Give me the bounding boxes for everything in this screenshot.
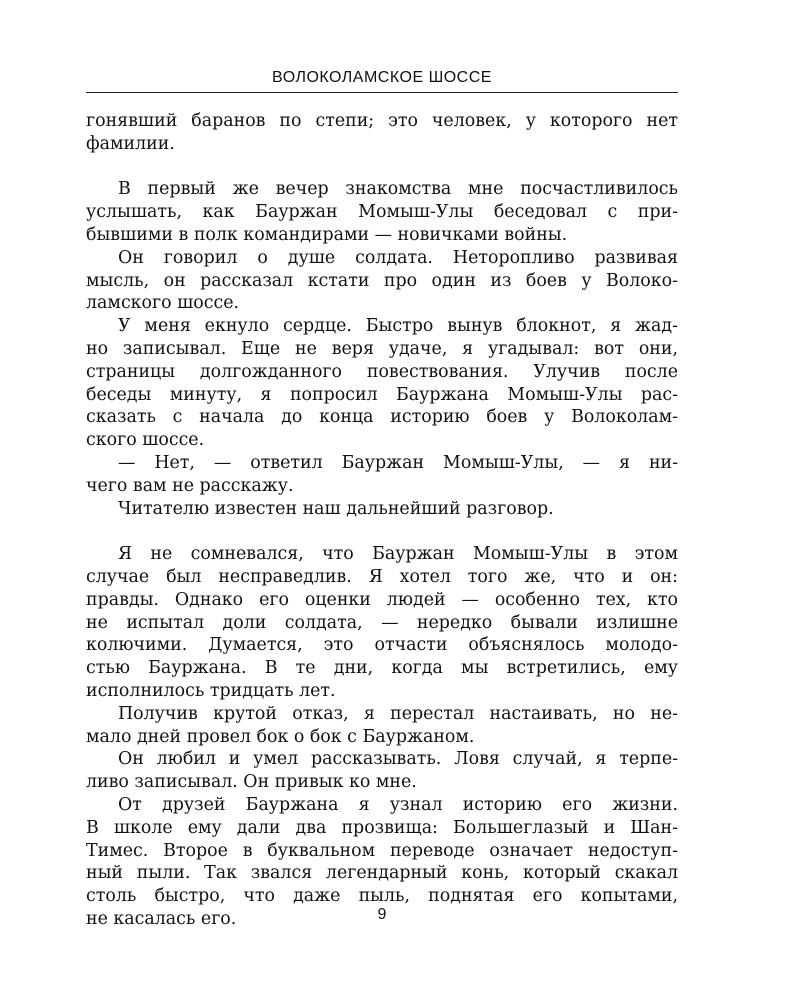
section-gap — [86, 156, 678, 179]
text-line: В первый же вечер знакомства мне посчастливилось — [118, 179, 678, 200]
text-line: Он любил и умел рассказывать. Ловя случай, я терпе- — [118, 749, 678, 770]
text-line: правды. Однако его оценки людей — особенно тех, кто — [86, 589, 678, 610]
text-line: колючими. Думается, это отчасти объяснялось молодо- — [86, 635, 678, 656]
text-line: мысль, он рассказал кстати про один из боев у Волоко- — [86, 270, 678, 291]
text-line: столь быстро, что даже пыль, поднятая его копытами, — [86, 886, 678, 907]
text-line: У меня екнуло сердце. Быстро вынув блокнот, я жад- — [118, 316, 678, 337]
text-line: В школе ему дали два прозвища: Большеглазый и Шан- — [86, 817, 678, 838]
text-line: бывшими в полк командирами — новичками войны. — [86, 224, 568, 245]
text-line: ского шоссе. — [86, 430, 205, 451]
text-line: ливо записывал. Он привык ко мне. — [86, 772, 417, 793]
text-line: ный пыли. Так звался легендарный конь, который скакал — [86, 863, 678, 884]
page-number: 9 — [377, 906, 387, 923]
text-line: случае был несправедлив. Я хотел того же, что и он: — [86, 566, 678, 587]
text-line: сказать с начала до конца историю боев у Волоколам- — [86, 407, 678, 428]
text-line: не испытал доли солдата, — нередко бывали излишне — [86, 612, 678, 633]
text-line: Я не сомневался, что Бауржан Момыш-Улы в этом — [118, 544, 678, 565]
text-line: услышать, как Бауржан Момыш-Улы беседовал с при- — [86, 202, 678, 223]
text-line: Он говорил о душе солдата. Неторопливо развивая — [118, 247, 678, 268]
text-line: стью Бауржана. В те дни, когда мы встретились, ему — [86, 658, 678, 679]
text-line: не касалась его. — [86, 908, 237, 929]
header-rule — [86, 92, 678, 93]
page-body — [86, 110, 678, 931]
text-line: но записывал. Еще не веря удаче, я угадывал: вот они, — [86, 338, 678, 359]
text-line: Читателю известен наш дальнейший разговор. — [118, 498, 554, 519]
text-line: От друзей Бауржана я узнал историю его жизни. — [118, 794, 678, 815]
text-line: исполнилось тридцать лет. — [86, 680, 336, 701]
text-line: гонявший баранов по степи; это человек, у которого нет — [86, 111, 678, 131]
text-line: Получив крутой отказ, я перестал настаивать, но не- — [118, 703, 678, 724]
running-head-title: ВОЛОКОЛАМСКОЕ ШОССЕ — [272, 69, 492, 86]
text-line: — Нет, — ответил Бауржан Момыш-Улы, — я ни- — [118, 452, 678, 473]
text-line: ламского шоссе. — [86, 293, 240, 314]
text-line: чего вам не расскажу. — [86, 475, 294, 496]
text-line: мало дней провел бок о бок с Бауржаном. — [86, 726, 475, 747]
text-line: Тимес. Второе в буквальном переводе означает недоступ- — [86, 840, 678, 861]
section-gap — [86, 520, 678, 543]
text-line: страницы долгожданного повествования. Улучив после — [86, 361, 678, 382]
text-line: беседы минуту, я попросил Бауржана Момыш-Улы рас- — [86, 384, 678, 405]
text-line: фамилии. — [86, 133, 175, 154]
